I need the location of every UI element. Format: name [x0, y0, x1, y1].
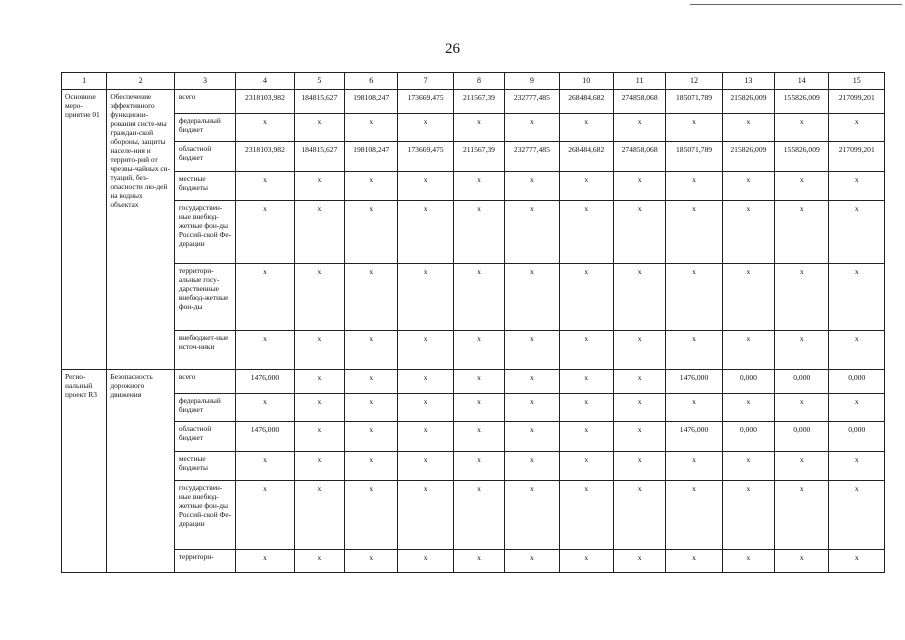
funding-source-label: местные бюджеты — [174, 452, 235, 481]
value-cell: x — [345, 172, 398, 201]
table-row — [62, 394, 885, 422]
value-cell: 0,000 — [722, 422, 774, 452]
value-cell: 1476,000 — [236, 370, 294, 394]
column-header: 11 — [613, 73, 665, 90]
page-number: 26 — [445, 41, 460, 57]
value-cell: x — [236, 172, 294, 201]
value-cell: x — [559, 114, 613, 142]
value-cell: x — [666, 114, 722, 142]
value-cell: 185071,789 — [666, 90, 722, 114]
column-header: 12 — [666, 73, 722, 90]
section-description: Обеспечение эффективного функциони-рования систе-мы граждан-ской обороны, защиты населе-ния и террито-рий от чрезвы-чайных си-туаций, без-опасности лю-дей на водных объектах — [107, 90, 174, 370]
column-header: 2 — [107, 73, 174, 90]
value-cell: x — [775, 264, 829, 331]
value-cell: x — [666, 394, 722, 422]
value-cell: x — [345, 422, 398, 452]
value-cell: x — [559, 550, 613, 573]
funding-source-label: территори- — [174, 550, 235, 573]
value-cell: x — [666, 201, 722, 264]
table-row — [62, 172, 885, 201]
value-cell: x — [613, 452, 665, 481]
value-cell: 215826,009 — [722, 142, 774, 172]
value-cell: x — [829, 481, 885, 550]
value-cell: x — [505, 422, 559, 452]
value-cell: x — [345, 201, 398, 264]
value-cell: x — [453, 550, 504, 573]
column-header: 13 — [722, 73, 774, 90]
value-cell: 274858,068 — [613, 90, 665, 114]
table-row — [62, 331, 885, 370]
funding-source-label: всего — [174, 370, 235, 394]
table-row — [62, 452, 885, 481]
value-cell: x — [398, 331, 453, 370]
value-cell: x — [829, 452, 885, 481]
value-cell: 155826,009 — [775, 90, 829, 114]
value-cell: x — [453, 452, 504, 481]
value-cell: x — [398, 422, 453, 452]
value-cell: 185071,789 — [666, 142, 722, 172]
value-cell: x — [505, 201, 559, 264]
funding-source-label: всего — [174, 90, 235, 114]
value-cell: 0,000 — [829, 370, 885, 394]
value-cell: x — [505, 264, 559, 331]
value-cell: 268484,682 — [559, 142, 613, 172]
value-cell: x — [294, 264, 344, 331]
value-cell: x — [613, 550, 665, 573]
value-cell: x — [666, 550, 722, 573]
value-cell: 155826,009 — [775, 142, 829, 172]
value-cell: x — [236, 394, 294, 422]
value-cell: x — [453, 331, 504, 370]
value-cell: x — [559, 481, 613, 550]
funding-source-label: местные бюджеты — [174, 172, 235, 201]
section-activity: Основное меро-приятие 01 — [62, 90, 107, 370]
table-row — [62, 264, 885, 331]
value-cell: x — [398, 201, 453, 264]
value-cell: x — [722, 550, 774, 573]
value-cell: 211567,39 — [453, 142, 504, 172]
value-cell: x — [829, 550, 885, 573]
value-cell: 268484,682 — [559, 90, 613, 114]
value-cell: x — [398, 264, 453, 331]
funding-source-label: областной бюджет — [174, 142, 235, 172]
value-cell: 274858,068 — [613, 142, 665, 172]
value-cell: x — [398, 114, 453, 142]
value-cell: x — [613, 264, 665, 331]
value-cell: x — [398, 452, 453, 481]
value-cell: x — [775, 452, 829, 481]
column-header: 15 — [829, 73, 885, 90]
value-cell: x — [829, 201, 885, 264]
value-cell: 0,000 — [829, 422, 885, 452]
value-cell: x — [666, 481, 722, 550]
value-cell: x — [613, 394, 665, 422]
value-cell: x — [559, 452, 613, 481]
value-cell: 215826,009 — [722, 90, 774, 114]
column-header: 5 — [294, 73, 344, 90]
funding-source-label: государствен-ные внебюд-жетные фон-ды Россий-ской Фе-дерации — [174, 201, 235, 264]
value-cell: x — [666, 172, 722, 201]
value-cell: x — [775, 114, 829, 142]
value-cell: 0,000 — [775, 422, 829, 452]
value-cell: x — [829, 264, 885, 331]
value-cell: x — [453, 422, 504, 452]
value-cell: x — [559, 264, 613, 331]
section-description: Безопасность дорожного движения — [107, 370, 174, 573]
value-cell: x — [505, 370, 559, 394]
value-cell: x — [236, 331, 294, 370]
value-cell: x — [294, 394, 344, 422]
value-cell: 1476,000 — [666, 370, 722, 394]
table-row — [62, 550, 885, 573]
value-cell: x — [345, 481, 398, 550]
value-cell: 217099,201 — [829, 142, 885, 172]
value-cell: x — [236, 264, 294, 331]
funding-source-label: государствен-ные внебюд-жетные фон-ды Россий-ской Фе-дерации — [174, 481, 235, 550]
value-cell: 1476,000 — [666, 422, 722, 452]
value-cell: x — [398, 550, 453, 573]
column-header: 10 — [559, 73, 613, 90]
budget-table — [61, 72, 885, 573]
value-cell: x — [613, 172, 665, 201]
value-cell: x — [505, 452, 559, 481]
value-cell: x — [345, 331, 398, 370]
value-cell: x — [829, 114, 885, 142]
value-cell: 2318103,982 — [236, 90, 294, 114]
table-row — [62, 370, 885, 394]
value-cell: x — [294, 550, 344, 573]
value-cell: x — [236, 114, 294, 142]
value-cell: x — [453, 394, 504, 422]
value-cell: x — [722, 394, 774, 422]
value-cell: x — [829, 394, 885, 422]
header-row — [62, 73, 885, 90]
value-cell: x — [294, 172, 344, 201]
value-cell: x — [398, 481, 453, 550]
value-cell: x — [505, 481, 559, 550]
value-cell: x — [666, 452, 722, 481]
value-cell: 0,000 — [775, 370, 829, 394]
value-cell: x — [559, 331, 613, 370]
column-header: 6 — [345, 73, 398, 90]
value-cell: x — [505, 172, 559, 201]
value-cell: 184815,627 — [294, 90, 344, 114]
value-cell: x — [453, 264, 504, 331]
value-cell: x — [294, 452, 344, 481]
value-cell: x — [345, 114, 398, 142]
value-cell: x — [294, 370, 344, 394]
value-cell: x — [453, 481, 504, 550]
value-cell: x — [613, 370, 665, 394]
value-cell: 198108,247 — [345, 90, 398, 114]
table-row — [62, 201, 885, 264]
value-cell: x — [775, 394, 829, 422]
value-cell: 1476,000 — [236, 422, 294, 452]
table-row — [62, 481, 885, 550]
funding-source-label: внебюджет-ные источ-ники — [174, 331, 235, 370]
value-cell: 211567,39 — [453, 90, 504, 114]
column-header: 9 — [505, 73, 559, 90]
value-cell: x — [398, 370, 453, 394]
value-cell: x — [559, 422, 613, 452]
value-cell: x — [722, 264, 774, 331]
value-cell: x — [236, 452, 294, 481]
value-cell: x — [722, 481, 774, 550]
value-cell: x — [294, 114, 344, 142]
value-cell: x — [294, 331, 344, 370]
value-cell: x — [775, 201, 829, 264]
value-cell: x — [505, 394, 559, 422]
value-cell: 173669,475 — [398, 142, 453, 172]
value-cell: 198108,247 — [345, 142, 398, 172]
value-cell: x — [294, 481, 344, 550]
value-cell: x — [613, 422, 665, 452]
value-cell: x — [775, 550, 829, 573]
value-cell: x — [345, 550, 398, 573]
value-cell: x — [559, 370, 613, 394]
value-cell: x — [236, 201, 294, 264]
column-header: 7 — [398, 73, 453, 90]
table-row — [62, 142, 885, 172]
column-header: 8 — [453, 73, 504, 90]
value-cell: x — [453, 172, 504, 201]
value-cell: x — [559, 394, 613, 422]
value-cell: x — [722, 114, 774, 142]
column-header: 1 — [62, 73, 107, 90]
value-cell: x — [294, 201, 344, 264]
value-cell: x — [505, 550, 559, 573]
value-cell: x — [613, 331, 665, 370]
funding-source-label: областной бюджет — [174, 422, 235, 452]
value-cell: 2318103,982 — [236, 142, 294, 172]
value-cell: x — [345, 452, 398, 481]
value-cell: x — [345, 370, 398, 394]
value-cell: x — [345, 264, 398, 331]
value-cell: 173669,475 — [398, 90, 453, 114]
value-cell: x — [829, 172, 885, 201]
value-cell: x — [829, 331, 885, 370]
table-row — [62, 90, 885, 114]
value-cell: x — [722, 331, 774, 370]
section-activity: Регио-нальный проект R3 — [62, 370, 107, 573]
value-cell: x — [345, 394, 398, 422]
value-cell: x — [236, 550, 294, 573]
value-cell: 232777,485 — [505, 90, 559, 114]
value-cell: 217099,201 — [829, 90, 885, 114]
value-cell: x — [398, 172, 453, 201]
value-cell: 184815,627 — [294, 142, 344, 172]
value-cell: 0,000 — [722, 370, 774, 394]
value-cell: x — [505, 114, 559, 142]
value-cell: x — [559, 201, 613, 264]
value-cell: x — [775, 331, 829, 370]
value-cell: x — [666, 331, 722, 370]
value-cell: x — [505, 331, 559, 370]
value-cell: x — [559, 172, 613, 201]
table-row — [62, 422, 885, 452]
value-cell: x — [613, 201, 665, 264]
value-cell: x — [666, 264, 722, 331]
funding-source-label: федеральный бюджет — [174, 394, 235, 422]
value-cell: x — [722, 172, 774, 201]
value-cell: x — [775, 481, 829, 550]
value-cell: x — [453, 370, 504, 394]
value-cell: x — [775, 172, 829, 201]
value-cell: x — [294, 422, 344, 452]
value-cell: x — [453, 114, 504, 142]
header-rule — [690, 4, 902, 5]
value-cell: x — [453, 201, 504, 264]
value-cell: x — [398, 394, 453, 422]
value-cell: x — [236, 481, 294, 550]
value-cell: 232777,485 — [505, 142, 559, 172]
value-cell: x — [722, 452, 774, 481]
column-header: 14 — [775, 73, 829, 90]
value-cell: x — [613, 114, 665, 142]
value-cell: x — [722, 201, 774, 264]
table-row — [62, 114, 885, 142]
value-cell: x — [613, 481, 665, 550]
funding-source-label: федеральный бюджет — [174, 114, 235, 142]
funding-source-label: территори-альные госу-дарственные внебюд-жетные фон-ды — [174, 264, 235, 331]
column-header: 4 — [236, 73, 294, 90]
column-header: 3 — [174, 73, 235, 90]
